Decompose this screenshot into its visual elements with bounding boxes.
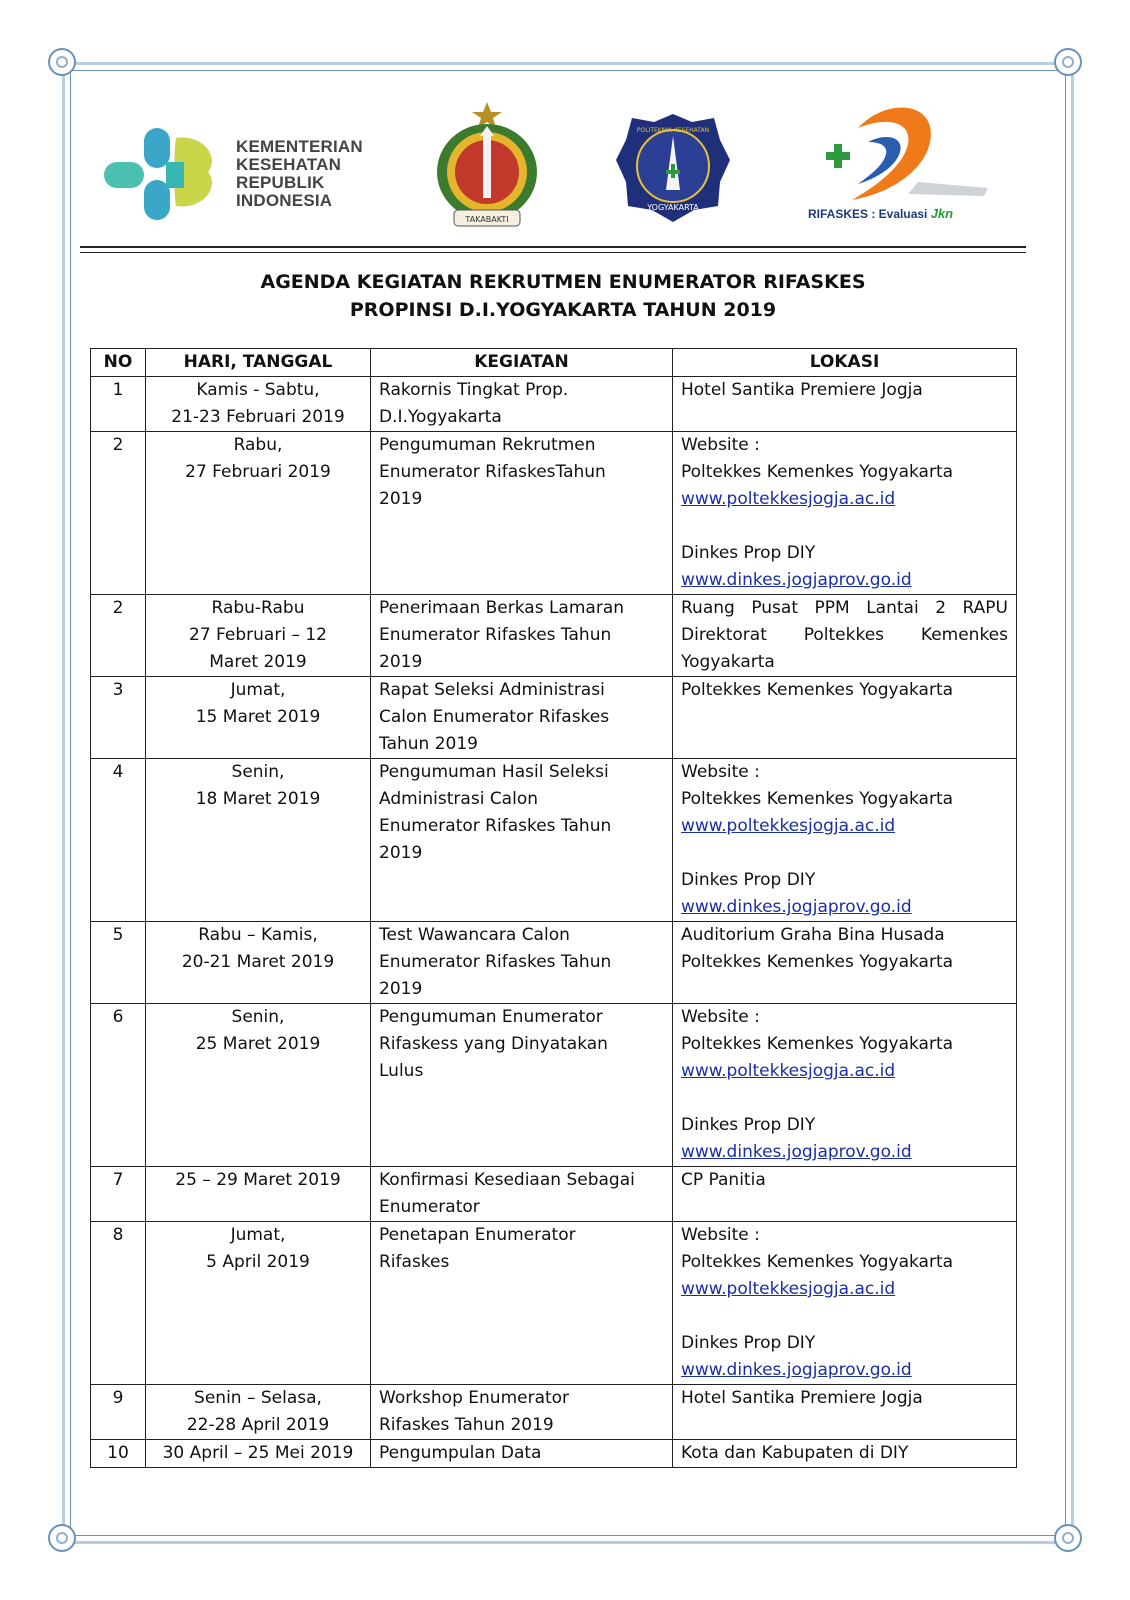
header-location: LOKASI	[673, 349, 1017, 377]
spacer	[681, 840, 1008, 867]
corner-ornament-bottom-right	[1054, 1524, 1082, 1552]
table-row	[91, 595, 1017, 677]
row-activity	[371, 432, 673, 595]
location-word: Lantai	[866, 598, 919, 618]
poltekkes-ribbon-text: YOGYAKARTA	[647, 203, 699, 212]
activity-line: Enumerator Rifaskes Tahun	[379, 952, 612, 972]
row-number: 9	[91, 1385, 146, 1440]
location-word: Kemenkes	[920, 625, 1008, 645]
activity-line: Pengumuman Rekrutmen	[379, 435, 596, 455]
website-label: Website :	[681, 435, 760, 455]
row-location	[673, 595, 1017, 677]
rifaskes-logo	[808, 102, 998, 228]
table-row	[91, 1385, 1017, 1440]
diy-province-emblem	[432, 100, 542, 234]
row-date	[146, 1167, 371, 1222]
activity-line: Rakornis Tingkat Prop.	[379, 380, 569, 400]
spacer	[681, 1085, 1008, 1112]
dinkes-label: Dinkes Prop DIY	[681, 1333, 816, 1353]
row-activity	[371, 922, 673, 1004]
date-line: Rabu,	[233, 435, 283, 455]
activity-line: Workshop Enumerator	[379, 1388, 570, 1408]
poltekkes-website-link[interactable]: www.poltekkesjogja.ac.id	[681, 1061, 896, 1081]
location-word: PPM	[814, 598, 850, 618]
activity-line: Test Wawancara Calon	[379, 925, 570, 945]
location-line: Yogyakarta	[681, 652, 775, 672]
jkn-logo-text: Jkn	[930, 206, 954, 221]
corner-ornament-bottom-left	[48, 1524, 76, 1552]
table-row	[91, 677, 1017, 759]
date-line: 5 April 2019	[206, 1252, 310, 1272]
date-line: 25 Maret 2019	[195, 1034, 321, 1054]
dinkes-website-link[interactable]: www.dinkes.jogjaprov.go.id	[681, 1360, 912, 1380]
header-date: HARI, TANGGAL	[146, 349, 371, 377]
dinkes-website-link[interactable]: www.dinkes.jogjaprov.go.id	[681, 570, 912, 590]
activity-line: Penerimaan Berkas Lamaran	[379, 598, 625, 618]
row-location	[673, 432, 1017, 595]
table-row	[91, 922, 1017, 1004]
row-date	[146, 922, 371, 1004]
date-line: Kamis - Sabtu,	[196, 380, 320, 400]
activity-line: Administrasi Calon	[379, 789, 539, 809]
row-date	[146, 1440, 371, 1468]
header-rule-thin	[80, 252, 1026, 253]
activity-line: Tahun 2019	[379, 734, 478, 754]
header-activity: KEGIATAN	[371, 349, 673, 377]
dinkes-label: Dinkes Prop DIY	[681, 1115, 816, 1135]
row-activity	[371, 1440, 673, 1468]
agenda-table	[90, 348, 1017, 1468]
row-number: 2	[91, 432, 146, 595]
row-location	[673, 1222, 1017, 1385]
date-line: Senin,	[231, 1007, 285, 1027]
diy-emblem-icon	[432, 100, 542, 234]
header-rule-thick	[80, 246, 1026, 248]
title-line-2: PROPINSI D.I.YOGYAKARTA TAHUN 2019	[349, 299, 777, 321]
dinkes-label: Dinkes Prop DIY	[681, 870, 816, 890]
row-number: 2	[91, 595, 146, 677]
date-line: 25 – 29 Maret 2019	[175, 1170, 341, 1190]
row-number: 7	[91, 1167, 146, 1222]
date-line: 21-23 Februari 2019	[171, 407, 345, 427]
date-line: Rabu – Kamis,	[198, 925, 318, 945]
row-date	[146, 1222, 371, 1385]
activity-line: Pengumpulan Data	[379, 1443, 542, 1463]
spacer	[681, 513, 1008, 540]
diy-emblem-ribbon-text: TAKABAKTI	[465, 215, 509, 224]
location-org: Poltekkes Kemenkes Yogyakarta	[681, 1034, 954, 1054]
activity-line: Enumerator Rifaskes Tahun	[379, 816, 612, 836]
date-line: 20-21 Maret 2019	[181, 952, 335, 972]
row-activity	[371, 595, 673, 677]
date-line: 18 Maret 2019	[195, 789, 321, 809]
poltekkes-website-link[interactable]: www.poltekkesjogja.ac.id	[681, 489, 896, 509]
activity-line: Rifaskess yang Dinyatakan	[379, 1034, 608, 1054]
row-location	[673, 759, 1017, 922]
website-label: Website :	[681, 1225, 760, 1245]
activity-line: Rifaskes Tahun 2019	[379, 1415, 554, 1435]
dinkes-website-link[interactable]: www.dinkes.jogjaprov.go.id	[681, 897, 912, 917]
poltekkes-website-link[interactable]: www.poltekkesjogja.ac.id	[681, 1279, 896, 1299]
activity-line: Calon Enumerator Rifaskes	[379, 707, 610, 727]
title-line-1: AGENDA KEGIATAN REKRUTMEN ENUMERATOR RIFASKES	[260, 271, 866, 293]
row-number: 6	[91, 1004, 146, 1167]
row-number: 10	[91, 1440, 146, 1468]
rifaskes-caption-text: RIFASKES : Evaluasi	[808, 207, 928, 221]
row-activity	[371, 677, 673, 759]
location-text: Hotel Santika Premiere Jogja	[681, 380, 923, 400]
row-location	[673, 922, 1017, 1004]
table-row	[91, 1222, 1017, 1385]
location-text: Kota dan Kabupaten di DIY	[681, 1443, 909, 1463]
activity-line: Konfirmasi Kesediaan Sebagai	[379, 1170, 635, 1190]
row-activity	[371, 377, 673, 432]
row-date	[146, 1004, 371, 1167]
row-activity	[371, 1167, 673, 1222]
row-number: 8	[91, 1222, 146, 1385]
location-text: Hotel Santika Premiere Jogja	[681, 1388, 923, 1408]
header-no: NO	[91, 349, 146, 377]
table-row	[91, 1004, 1017, 1167]
activity-line: Enumerator RifaskesTahun	[379, 462, 606, 482]
row-location	[673, 1167, 1017, 1222]
row-location	[673, 677, 1017, 759]
location-org: Poltekkes Kemenkes Yogyakarta	[681, 462, 954, 482]
location-line: Auditorium Graha Bina Husada	[681, 925, 945, 945]
poltekkes-website-link[interactable]: www.poltekkesjogja.ac.id	[681, 816, 896, 836]
kemenkes-logo	[104, 124, 394, 224]
date-line: 27 Februari 2019	[185, 462, 331, 482]
date-line: Maret 2019	[209, 652, 307, 672]
table-row	[91, 759, 1017, 922]
table-row	[91, 432, 1017, 595]
row-activity	[371, 759, 673, 922]
location-word: Ruang	[681, 598, 735, 618]
date-line: Senin – Selasa,	[194, 1388, 322, 1408]
location-org: Poltekkes Kemenkes Yogyakarta	[681, 1252, 954, 1272]
row-date	[146, 432, 371, 595]
kemenkes-line-1: KEMENTERIAN	[236, 137, 363, 156]
location-word: Direktorat	[681, 625, 767, 645]
activity-line: Rifaskes	[379, 1252, 450, 1272]
row-activity	[371, 1385, 673, 1440]
table-header-row	[91, 349, 1017, 377]
row-date	[146, 759, 371, 922]
activity-line: Pengumuman Enumerator	[379, 1007, 603, 1027]
date-line: Jumat,	[230, 680, 286, 700]
website-label: Website :	[681, 1007, 760, 1027]
kemenkes-line-2: KESEHATAN	[236, 155, 342, 174]
website-label: Website :	[681, 762, 760, 782]
activity-line: Lulus	[379, 1061, 424, 1081]
rifaskes-mark-icon	[808, 102, 998, 202]
poltekkes-emblem-icon	[614, 112, 732, 224]
row-date	[146, 677, 371, 759]
row-number: 4	[91, 759, 146, 922]
activity-line: 2019	[379, 489, 423, 509]
activity-line: 2019	[379, 979, 423, 999]
table-row	[91, 377, 1017, 432]
poltekkes-arc-text: POLITEKNIK KESEHATAN	[636, 127, 710, 134]
table-row	[91, 1167, 1017, 1222]
date-line: 27 Februari – 12	[189, 625, 327, 645]
row-number: 3	[91, 677, 146, 759]
location-word: Pusat	[751, 598, 798, 618]
activity-line: Enumerator	[379, 1197, 480, 1217]
date-line: Rabu-Rabu	[211, 598, 305, 618]
location-word: 2	[935, 598, 947, 618]
poltekkes-logo	[614, 112, 732, 224]
date-line: 22-28 April 2019	[186, 1415, 330, 1435]
row-date	[146, 595, 371, 677]
location-line: Poltekkes Kemenkes Yogyakarta	[681, 952, 954, 972]
corner-ornament-top-right	[1054, 48, 1082, 76]
rifaskes-caption	[808, 206, 953, 221]
date-line: 15 Maret 2019	[195, 707, 321, 727]
date-line: Senin,	[231, 762, 285, 782]
activity-line: Penetapan Enumerator	[379, 1225, 576, 1245]
kemenkes-line-4: INDONESIA	[236, 191, 333, 210]
location-line	[681, 595, 1008, 622]
date-line: 30 April – 25 Mei 2019	[162, 1443, 354, 1463]
row-number: 1	[91, 377, 146, 432]
row-location	[673, 377, 1017, 432]
dinkes-website-link[interactable]: www.dinkes.jogjaprov.go.id	[681, 1142, 912, 1162]
row-location	[673, 1385, 1017, 1440]
table-row	[91, 1440, 1017, 1468]
location-line	[681, 622, 1008, 649]
location-word: RAPU	[962, 598, 1008, 618]
row-location	[673, 1440, 1017, 1468]
row-activity	[371, 1222, 673, 1385]
location-text: CP Panitia	[681, 1170, 766, 1190]
document-title	[80, 268, 1046, 324]
dinkes-label: Dinkes Prop DIY	[681, 543, 816, 563]
activity-line: 2019	[379, 652, 423, 672]
activity-line: D.I.Yogyakarta	[379, 407, 502, 427]
row-activity	[371, 1004, 673, 1167]
corner-ornament-top-left	[48, 48, 76, 76]
date-line: Jumat,	[230, 1225, 286, 1245]
activity-line: Enumerator Rifaskes Tahun	[379, 625, 612, 645]
activity-line: 2019	[379, 843, 423, 863]
kemenkes-mark-icon	[104, 124, 224, 224]
activity-line: Pengumuman Hasil Seleksi	[379, 762, 609, 782]
kemenkes-wordmark	[236, 138, 363, 210]
row-number: 5	[91, 922, 146, 1004]
location-word: Poltekkes	[803, 625, 885, 645]
activity-line: Rapat Seleksi Administrasi	[379, 680, 605, 700]
kemenkes-line-3: REPUBLIK	[236, 173, 325, 192]
spacer	[681, 1303, 1008, 1330]
row-date	[146, 377, 371, 432]
row-date	[146, 1385, 371, 1440]
location-text: Poltekkes Kemenkes Yogyakarta	[681, 680, 954, 700]
location-org: Poltekkes Kemenkes Yogyakarta	[681, 789, 954, 809]
row-location	[673, 1004, 1017, 1167]
